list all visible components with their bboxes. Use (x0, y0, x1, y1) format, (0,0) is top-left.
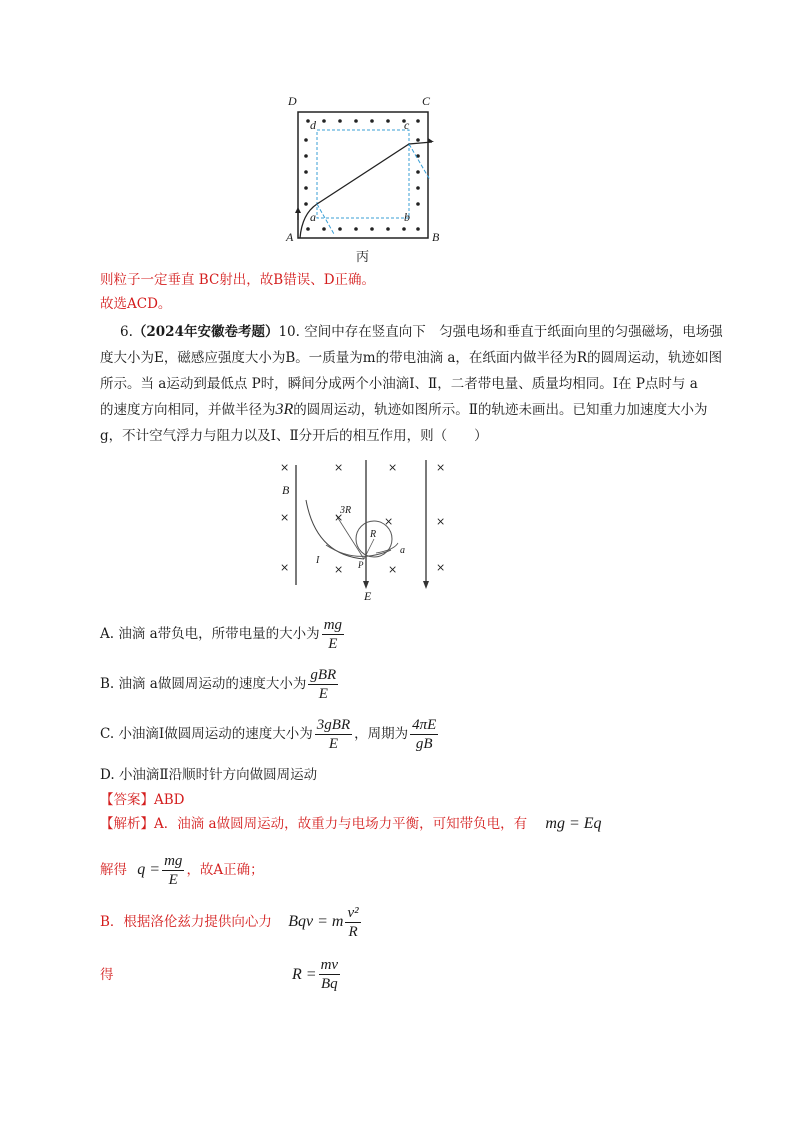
analysis-r-equation (292, 952, 342, 997)
field-label-3R: 3R (340, 505, 352, 516)
analysis-solve-lhs: q = (137, 861, 161, 878)
inner-label-c: c (404, 118, 410, 132)
field-label-B: B (282, 483, 290, 497)
cross-mark-1: × (280, 461, 290, 474)
cross-mark-12: × (436, 561, 446, 574)
option-A-label: A. (100, 626, 115, 642)
analysis-r-num: mv (320, 957, 339, 973)
figure-field (276, 455, 456, 605)
analysis-b-text: B．根据洛伦兹力提供向心力 (100, 914, 272, 930)
cross-mark-3: × (388, 461, 398, 474)
conclusion-line-2: 故选ACD。 (100, 296, 172, 312)
cross-mark-5: × (280, 511, 290, 524)
analysis-r-fraction (319, 956, 341, 993)
cross-mark-2: × (334, 461, 344, 474)
analysis-solve-fraction (162, 852, 184, 889)
cross-mark-9: × (280, 561, 290, 574)
analysis-head: 【解析】A．油滴 a做圆周运动，故重力与电场力平衡，可知带负电，有 (100, 816, 528, 832)
option-D-label: D. (100, 767, 115, 783)
inner-label-d: d (310, 118, 316, 132)
option-C-text: 小油滴Ⅰ做圆周运动的速度大小为 (118, 726, 313, 742)
question-body-1: 空间中存在竖直向下 匀强电场和垂直于纸面向里的匀强磁场，电场强 (304, 324, 723, 340)
option-B-den: E (318, 686, 328, 702)
option-C-num2: 4πE (412, 717, 437, 733)
option-C-fraction-2 (410, 716, 438, 753)
field-label-I: I (316, 555, 320, 566)
analysis-r-lhs: R = (292, 966, 317, 983)
analysis-b-fraction (345, 904, 360, 941)
option-A-num: mg (323, 617, 343, 633)
analysis-b (100, 900, 363, 944)
option-C-mid: ，周期为 (354, 726, 409, 742)
cross-mark-7: × (384, 515, 394, 528)
field-label-a: a (400, 545, 405, 556)
analysis-eq1: mg = Eq (545, 815, 602, 832)
field-label-E: E (364, 589, 372, 603)
analysis-de: 得 (100, 967, 114, 983)
option-C-num: 3gBR (316, 717, 351, 733)
corner-label-D: D (288, 94, 297, 108)
question-body-4b: 的圆周运动，轨迹如图所示。Ⅱ的轨迹未画出。已知重力加速度大小为 (293, 402, 708, 418)
analysis-solve-suffix: ，故A正确； (186, 862, 264, 878)
question-body-4a: 的速度方向相同，并做半径为 (100, 402, 276, 418)
option-C-label: C. (100, 726, 115, 742)
option-D-text: 小油滴Ⅱ沿顺时针方向做圆周运动 (118, 767, 318, 783)
analysis-b-num: v² (347, 905, 359, 921)
question-body (100, 319, 723, 449)
analysis-r-den: Bq (320, 976, 338, 992)
figure-bing-caption: 丙 (356, 250, 370, 265)
option-A-fraction (322, 616, 344, 653)
option-C-fraction-1 (315, 716, 352, 753)
option-B-fraction (308, 666, 338, 703)
corner-label-C: C (422, 94, 431, 108)
analysis-solve-prefix: 解得 (100, 862, 127, 878)
analysis-b-den: R (348, 924, 358, 940)
cross-mark-4: × (436, 461, 446, 474)
cross-mark-10: × (334, 563, 344, 576)
question-index: 10. (278, 324, 300, 340)
option-B-label: B. (100, 676, 115, 692)
option-D (100, 765, 317, 785)
figure-field-svg (276, 455, 456, 605)
question-body-3: 所示。当 a运动到最低点 P时，瞬间分成两个小油滴Ⅰ、Ⅱ，二者带电量、质量均相同。Ⅰ在 P点时与 a (100, 376, 698, 392)
question-source: （2024年安徽卷考题） (132, 324, 279, 340)
option-C-den2: gB (415, 736, 433, 752)
question-body-2: 度大小为E，磁感应强度大小为B。一质量为m的带电油滴 a，在纸面内做半径为R的圆周运动，轨迹如图 (100, 350, 723, 366)
option-A-den: E (328, 636, 338, 652)
option-C-den: E (328, 736, 339, 752)
cross-mark-11: × (388, 563, 398, 576)
inner-label-a: a (310, 210, 316, 224)
option-B-text: 油滴 a做圆周运动的速度大小为 (118, 676, 307, 692)
question-body-5: g，不计空气浮力与阻力以及Ⅰ、Ⅱ分开后的相互作用，则（ ） (100, 428, 488, 444)
question-body-4m: 3R (275, 401, 294, 418)
cross-mark-6: × (334, 511, 344, 524)
inner-label-b: b (404, 210, 410, 224)
option-B (100, 664, 340, 704)
option-C (100, 714, 440, 754)
field-label-P: P (358, 560, 364, 570)
option-B-num: gBR (310, 667, 337, 683)
conclusion-line-1: 则粒子一定垂直 BC射出，故B错误、D正确。 (100, 272, 376, 288)
question-number: 6. (120, 324, 133, 340)
analysis-solve (100, 850, 264, 890)
analysis-line-1 (100, 814, 602, 834)
field-label-R: R (370, 529, 377, 540)
analysis-b-lhs: Bqv = m (288, 913, 344, 930)
figure-bing-svg (282, 92, 452, 262)
analysis-solve-num: mg (164, 853, 183, 869)
answer-line: 【答案】ABD (100, 792, 185, 808)
corner-label-A: A (286, 230, 294, 244)
cross-mark-8: × (436, 515, 446, 528)
option-A (100, 614, 346, 654)
option-A-text: 油滴 a带负电，所带电量的大小为 (118, 626, 320, 642)
analysis-solve-den: E (168, 872, 178, 888)
figure-bing (282, 92, 452, 262)
corner-label-B: B (432, 230, 440, 244)
